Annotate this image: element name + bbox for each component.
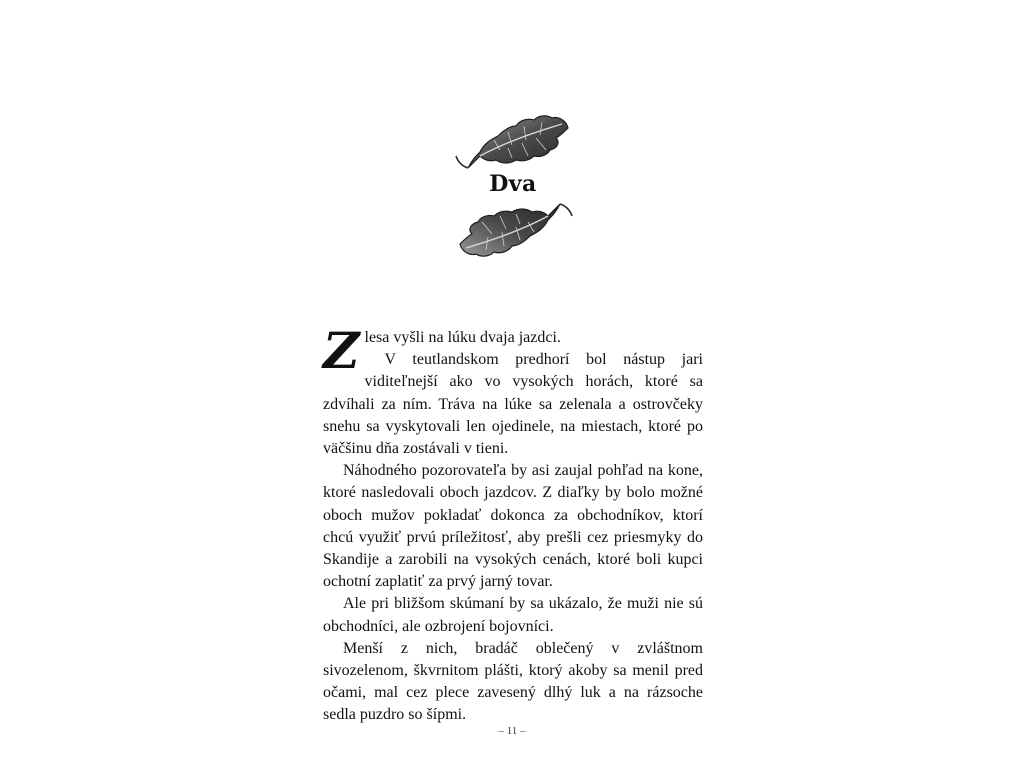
paragraph: V teutlandskom predhorí bol nástup jari viditeľnejší ako vo vysokých horách, ktoré sa zdvíhali za ním. Tráva na lúke sa zelenala a ostrovčeky snehu sa vyskytovali len ojedinele, na miestach, ktoré po väčšinu dňa zostávali v tieni. — [323, 351, 703, 458]
oak-leaf-icon — [450, 102, 578, 172]
paragraph: Náhodného pozorovateľa by asi zaujal pohľad na kone, ktoré nasledovali oboch jazdcov. Z diaľky by bolo možné oboch mužov pokladať dokonca za obchodníkov, ktorí chcú využiť prvú príležitosť, aby prešli cez priesmyky do Skandije a zarobili na vysokých cenách, ktoré boli kupci ochotní zaplatiť za prvý jarný tovar. — [323, 462, 703, 591]
oak-leaf-icon — [450, 200, 578, 270]
paragraph: Ale pri bližšom skúmaní by sa ukázalo, že muži nie sú obchodníci, ale ozbrojení bojovníci. — [323, 595, 703, 635]
paragraph-text: lesa vyšli na lúku dvaja jazdci. — [364, 329, 561, 346]
page-number: – 11 – — [498, 725, 526, 737]
paragraph — [323, 321, 703, 380]
chapter-ornament — [438, 100, 588, 270]
drop-cap: Z — [323, 321, 360, 380]
chapter-title: Dva — [489, 171, 537, 197]
paragraph: Menší z nich, bradáč oblečený v zvláštnom sivozelenom, škvrnitom plášti, ktorý akoby sa menil pred očami, mal cez plece zavesený dlhý luk a na rázsoche sedla puzdro so šípmi. — [323, 639, 703, 724]
chapter-body — [323, 321, 703, 727]
